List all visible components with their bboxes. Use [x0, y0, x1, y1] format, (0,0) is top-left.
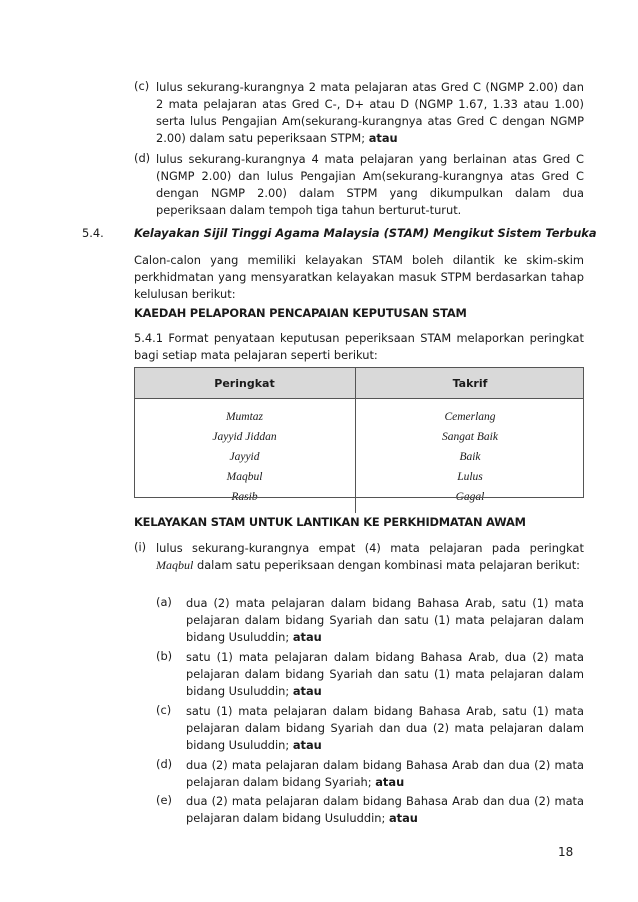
subitem-b-conj: atau — [292, 684, 322, 698]
table-cell-peringkat: Maqbul — [134, 467, 356, 487]
subitem-a-conj: atau — [292, 630, 322, 644]
section-number: 5.4. — [82, 226, 104, 240]
item-i-maqbul: Maqbul — [156, 558, 194, 572]
subitem-d-conj: atau — [375, 775, 405, 789]
table-cell-takrif: Gagal — [455, 491, 485, 503]
heading-kaedah: KAEDAH PELAPORAN PENCAPAIAN KEPUTUSAN STAM — [134, 306, 467, 320]
table-cell-takrif: Lulus — [457, 471, 483, 483]
subitem-b-text: satu (1) mata pelajaran dalam bidang Bahasa Arab, dua (2) mata pelajaran dalam bidang Syariah dan satu (1) mata pelajaran dalam bidang Usuluddin; — [186, 650, 584, 698]
item-i-label: (i) — [134, 540, 147, 554]
item-c-body: lulus sekurang-kurangnya 2 mata pelajaran atas Gred C (NGMP 2.00) dan 2 mata pelajaran atas Gred C-, D+ atau D (NGMP 1.67, 1.33 atau 1.00) serta lulus Pengajian Am(sekurang-kurangnya atas Gred C dengan NGMP 2.00) dalam satu peperiksaan STPM; — [156, 80, 584, 145]
subitem-c-text: satu (1) mata pelajaran dalam bidang Bahasa Arab, satu (1) mata pelajaran dalam bidang Syariah dan dua (2) mata pelajaran dalam bidang Usuluddin; — [186, 704, 584, 752]
table-header-takrif: Takrif — [356, 368, 585, 399]
item-c-conj: atau — [368, 131, 398, 145]
subitem-a-label: (a) — [156, 595, 172, 609]
item-c-text — [156, 79, 584, 147]
item-c-label: (c) — [134, 79, 150, 93]
section-intro: Calon-calon yang memiliki kelayakan STAM boleh dilantik ke skim-skim perkhidmatan yang mensyaratkan kelayakan masuk STPM berdasarkan tahap kelulusan berikut: — [134, 253, 584, 301]
heading-kelayakan: KELAYAKAN STAM UNTUK LANTIKAN KE PERKHIDMATAN AWAM — [134, 515, 526, 529]
item-i-text — [156, 540, 584, 574]
section-title: Kelayakan Sijil Tinggi Agama Malaysia (STAM) Mengikut Sistem Terbuka — [134, 226, 597, 240]
item-d-text: lulus sekurang-kurangnya 4 mata pelajaran yang berlainan atas Gred C (NGMP 2.00) dan lulus Pengajian Am(sekurang-kurangnya atas Gred C dengan NGMP 2.00) dalam STPM yang dikumpulkan dalam dua peperiksaan dalam tempoh tiga tahun berturut-turut. — [156, 152, 584, 217]
subitem-d — [186, 757, 584, 791]
table-cell-takrif: Cemerlang — [444, 411, 496, 423]
table-cell-takrif: Baik — [459, 451, 481, 463]
table-row — [134, 447, 584, 467]
table-row — [134, 399, 584, 428]
subitem-b-label: (b) — [156, 649, 173, 663]
table-header-peringkat: Peringkat — [134, 368, 356, 399]
stam-grade-table — [134, 367, 584, 513]
table-cell-peringkat: Jayyid — [134, 447, 356, 467]
subitem-e — [186, 793, 584, 827]
subitem-d-text: dua (2) mata pelajaran dalam bidang Bahasa Arab dan dua (2) mata pelajaran dalam bidang Syariah; — [186, 758, 584, 789]
item-d-label: (d) — [134, 151, 151, 165]
subitem-a-text: dua (2) mata pelajaran dalam bidang Bahasa Arab, satu (1) mata pelajaran dalam bidang Syariah dan satu (1) mata pelajaran dalam bidang Usuluddin; — [186, 596, 584, 644]
table-cell-peringkat: Jayyid Jiddan — [134, 427, 356, 447]
table-row — [134, 427, 584, 447]
subitem-c-conj: atau — [292, 738, 322, 752]
subitem-c-label: (c) — [156, 703, 172, 717]
subitem-e-conj: atau — [388, 811, 418, 825]
sub-para-5-4-1: 5.4.1 Format penyataan keputusan peperiksaan STAM melaporkan peringkat bagi setiap mata pelajaran seperti berikut: — [134, 331, 584, 362]
table-row — [134, 487, 584, 513]
table-cell-peringkat: Rasib — [134, 487, 356, 513]
subitem-b — [186, 649, 584, 700]
table-header-row — [134, 368, 584, 399]
subitem-d-label: (d) — [156, 757, 173, 771]
table-cell-peringkat: Mumtaz — [134, 399, 356, 428]
table-cell-takrif: Sangat Baik — [442, 431, 498, 443]
subitem-a — [186, 595, 584, 646]
item-i-pre: lulus sekurang-kurangnya empat (4) mata pelajaran pada peringkat — [156, 541, 584, 555]
item-i-post: dalam satu peperiksaan dengan kombinasi mata pelajaran berikut: — [196, 558, 581, 572]
subitem-e-text: dua (2) mata pelajaran dalam bidang Bahasa Arab dan dua (2) mata pelajaran dalam bidang Usuluddin; — [186, 794, 584, 825]
page-number: 18 — [558, 845, 574, 859]
subitem-c — [186, 703, 584, 754]
table-row — [134, 467, 584, 487]
subitem-e-label: (e) — [156, 793, 172, 807]
